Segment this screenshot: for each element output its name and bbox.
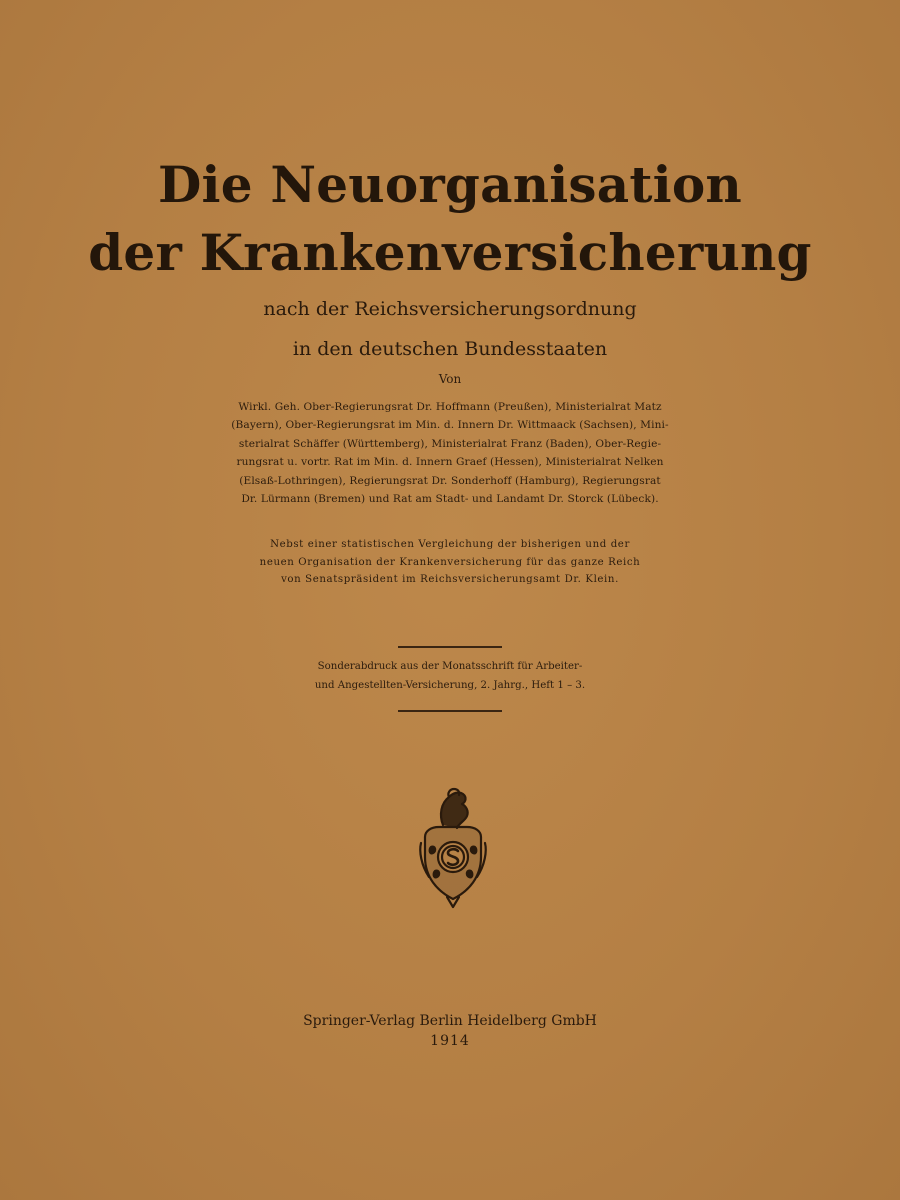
author-line: (Elsaß-Lothringen), Regierungsrat Dr. Sonderhoff (Hamburg), Regierungsrat [239, 474, 661, 487]
publisher-name: Springer-Verlag Berlin Heidelberg GmbH [303, 1013, 597, 1029]
appendix-note [205, 536, 695, 589]
title-line-2: der Krankenversicherung [88, 223, 812, 282]
appendix-line: von Senatspräsident im Reichsversicherungsamt Dr. Klein. [281, 574, 619, 586]
author-line: Dr. Lürmann (Bremen) und Rat am Stadt- und Landamt Dr. Storck (Lübeck). [241, 493, 659, 506]
author-line: (Bayern), Ober-Regierungsrat im Min. d. Innern Dr. Wittmaack (Sachsen), Mini- [231, 419, 669, 432]
divider-bottom [398, 710, 502, 712]
springer-knight-logo-icon [413, 785, 493, 910]
appendix-line: neuen Organisation der Krankenversicherung für das ganze Reich [259, 556, 641, 568]
byline: Von [438, 372, 462, 386]
author-line: Wirkl. Geh. Ober-Regierungsrat Dr. Hoffmann (Preußen), Ministerialrat Matz [238, 401, 662, 413]
sonderdruck-line: und Angestellten-Versicherung, 2. Jahrg., Heft 1 – 3. [314, 680, 586, 691]
sonderdruck-line: Sonderabdruck aus der Monatsschrift für Arbeiter- [317, 661, 583, 672]
subtitle-line-2: in den deutschen Bundesstaaten [292, 338, 608, 360]
author-line: sterialrat Schäffer (Württemberg), Ministerialrat Franz (Baden), Ober-Regie- [238, 437, 662, 450]
publication-year: 1914 [430, 1033, 470, 1049]
divider-top [398, 646, 502, 648]
author-line: rungsrat u. vortr. Rat im Min. d. Innern Graef (Hessen), Ministerialrat Nelken [236, 456, 664, 469]
title-line-1: Die Neuorganisation [158, 155, 742, 214]
author-list [175, 398, 725, 508]
sonderdruck-note [240, 657, 660, 695]
appendix-line: Nebst einer statistischen Vergleichung der bisherigen und der [270, 539, 630, 550]
subtitle-line-1: nach der Reichsversicherungsordnung [263, 298, 637, 320]
